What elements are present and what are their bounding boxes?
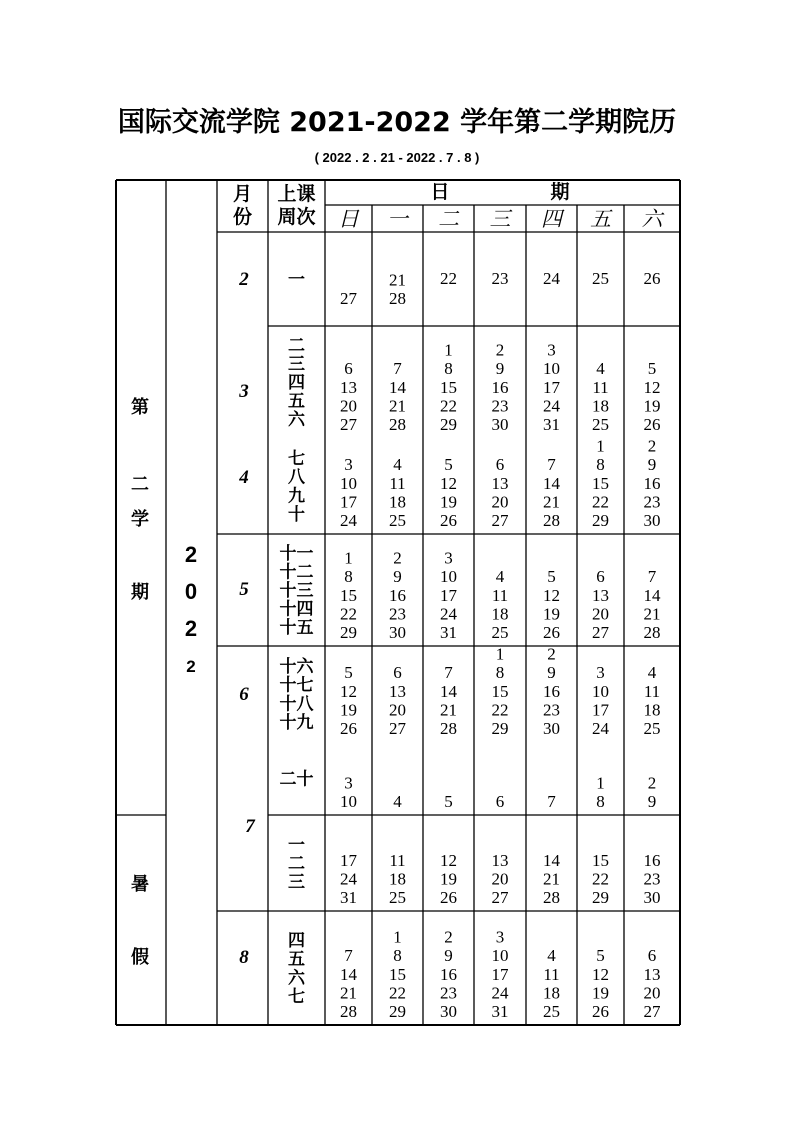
day-number: 14 (643, 585, 661, 605)
week-number: 十 (288, 504, 305, 525)
day-number: 31 (491, 1002, 509, 1021)
week-number: 三 (288, 872, 305, 893)
day-number: 24 (491, 983, 509, 1003)
day-number: 25 (491, 623, 509, 642)
day-number: 22 (592, 492, 609, 512)
day-number: 16 (440, 964, 457, 984)
day-number: 16 (543, 681, 560, 701)
day-number: 27 (340, 289, 357, 308)
day-number: 28 (543, 511, 560, 530)
day-number: 5 (444, 455, 453, 475)
day-number: 27 (592, 623, 609, 642)
day-number: 26 (592, 1002, 609, 1021)
day-number: 24 (340, 869, 357, 889)
day-number: 5 (596, 946, 605, 966)
day-number: 19 (440, 869, 457, 889)
week-header-label: 周次 (277, 206, 316, 228)
day-number: 30 (543, 719, 560, 738)
day-number: 21 (643, 604, 661, 624)
year-label-char: 2 (186, 657, 196, 676)
week-number: 十三 (279, 581, 314, 601)
date-range: ( 2022 . 2 . 21 - 2022 . 7 . 8 ) (314, 150, 480, 165)
day-number: 8 (344, 567, 353, 587)
term-label-char: 假 (131, 947, 149, 968)
day-number: 25 (592, 415, 609, 434)
day-number: 11 (592, 377, 609, 397)
day-number: 12 (592, 964, 609, 984)
day-number: 25 (543, 1002, 560, 1021)
day-number: 12 (440, 473, 457, 493)
day-number: 12 (543, 585, 560, 605)
day-number: 9 (393, 567, 402, 587)
day-number: 3 (444, 548, 453, 568)
day-number: 15 (491, 681, 509, 701)
day-number: 17 (491, 964, 509, 984)
day-number: 24 (440, 604, 457, 624)
day-number: 21 (543, 869, 560, 889)
day-number: 28 (340, 1002, 357, 1021)
day-number: 23 (440, 983, 457, 1003)
day-number: 29 (389, 1002, 406, 1021)
day-number: 18 (543, 983, 560, 1003)
day-number: 5 (647, 359, 657, 379)
day-number: 26 (643, 269, 661, 288)
week-number: 七 (288, 449, 305, 470)
day-number: 25 (643, 719, 661, 738)
day-number: 3 (344, 773, 353, 793)
day-number: 25 (592, 269, 609, 288)
day-number: 9 (444, 946, 453, 966)
day-number: 13 (643, 964, 661, 984)
week-number: 十五 (279, 618, 314, 639)
day-number: 4 (547, 946, 556, 966)
day-number: 26 (440, 511, 457, 530)
day-number: 25 (389, 511, 406, 530)
day-number: 12 (340, 681, 357, 701)
day-number: 17 (340, 492, 357, 512)
week-number: 十四 (279, 599, 314, 620)
day-number: 31 (440, 623, 457, 642)
day-number: 21 (543, 492, 560, 512)
day-number: 13 (389, 681, 406, 701)
weekday-header: 二 (438, 207, 459, 231)
term-label-char: 期 (131, 582, 149, 603)
day-number: 8 (444, 359, 453, 379)
weekday-header: 六 (641, 207, 663, 231)
day-number: 3 (547, 340, 556, 360)
month-header-label: 份 (232, 206, 253, 228)
day-number: 17 (440, 585, 457, 605)
day-number: 22 (340, 604, 357, 624)
day-number: 11 (389, 850, 406, 870)
day-number: 10 (592, 681, 609, 701)
day-number: 22 (440, 269, 457, 288)
week-number: 七 (288, 986, 305, 1007)
day-number: 5 (444, 792, 453, 811)
day-number: 9 (547, 663, 556, 683)
week-number: 十八 (279, 694, 314, 715)
day-number: 8 (596, 792, 605, 811)
day-number: 16 (643, 473, 661, 493)
weekday-header: 一 (387, 207, 408, 231)
week-number: 十九 (279, 712, 314, 733)
day-number: 20 (340, 396, 357, 416)
day-number: 25 (389, 888, 406, 907)
day-number: 1 (393, 927, 402, 947)
term-label-char: 暑 (131, 874, 149, 895)
day-number: 2 (547, 644, 556, 664)
day-number: 23 (543, 700, 560, 720)
day-number: 14 (543, 473, 560, 493)
day-number: 20 (389, 700, 406, 720)
day-number: 29 (592, 888, 609, 907)
day-number: 4 (495, 567, 505, 587)
week-header-label: 上课 (277, 183, 316, 205)
week-number: 十七 (279, 675, 314, 696)
day-number: 21 (440, 700, 457, 720)
week-number: 二 (288, 335, 305, 356)
day-number: 27 (491, 511, 509, 530)
day-number: 28 (389, 289, 406, 308)
weekday-header: 五 (590, 207, 611, 231)
day-number: 8 (596, 455, 605, 475)
day-number: 20 (491, 869, 509, 889)
day-number: 14 (440, 681, 457, 701)
day-number: 2 (495, 340, 505, 360)
day-number: 31 (543, 415, 560, 434)
day-number: 6 (495, 455, 505, 475)
day-number: 19 (340, 700, 357, 720)
day-number: 22 (491, 700, 509, 720)
day-number: 1 (596, 436, 605, 456)
day-number: 13 (340, 377, 357, 397)
day-number: 29 (340, 623, 357, 642)
day-number: 22 (440, 396, 457, 416)
day-number: 19 (643, 396, 661, 416)
day-number: 31 (340, 888, 357, 907)
term-label-char: 第 (131, 397, 149, 418)
day-number: 22 (592, 869, 609, 889)
day-number: 4 (647, 663, 657, 683)
month-label: 7 (245, 816, 255, 837)
day-number: 29 (440, 415, 457, 434)
day-number: 2 (393, 548, 402, 568)
day-number: 24 (543, 396, 560, 416)
day-number: 10 (340, 792, 357, 811)
day-number: 10 (491, 946, 509, 966)
day-number: 9 (647, 792, 657, 811)
week-number: 六 (288, 410, 305, 431)
day-number: 16 (643, 850, 661, 870)
weekday-header: 日 (338, 207, 359, 231)
day-number: 30 (643, 888, 661, 907)
day-number: 11 (389, 473, 406, 493)
day-number: 20 (643, 983, 661, 1003)
day-number: 28 (643, 623, 661, 642)
day-number: 7 (547, 455, 556, 475)
day-number: 3 (495, 927, 505, 947)
day-number: 19 (543, 604, 560, 624)
day-number: 11 (543, 964, 560, 984)
month-label: 2 (239, 269, 249, 290)
day-number: 23 (643, 492, 661, 512)
day-number: 11 (643, 681, 661, 701)
day-number: 24 (592, 719, 609, 738)
date-header-label: 期 (550, 181, 570, 203)
day-number: 21 (389, 396, 406, 416)
week-number: 十二 (279, 562, 314, 583)
day-number: 24 (340, 511, 357, 530)
day-number: 22 (389, 983, 406, 1003)
day-number: 13 (491, 850, 509, 870)
week-number: 一 (288, 270, 305, 290)
week-number: 六 (288, 968, 305, 989)
day-number: 29 (592, 511, 609, 530)
day-number: 5 (547, 567, 556, 587)
day-number: 20 (592, 604, 609, 624)
year-label-char: 2 (184, 542, 198, 567)
day-number: 1 (444, 340, 453, 360)
day-number: 15 (592, 473, 609, 493)
day-number: 28 (543, 888, 560, 907)
week-number: 二十 (279, 769, 314, 790)
weekday-header: 三 (489, 207, 511, 231)
day-number: 8 (393, 946, 402, 966)
week-number: 四 (288, 931, 305, 952)
week-number: 五 (288, 391, 305, 412)
day-number: 6 (495, 792, 505, 811)
day-number: 7 (393, 359, 402, 379)
day-number: 5 (344, 663, 353, 683)
day-number: 4 (393, 792, 402, 811)
day-number: 30 (389, 623, 406, 642)
day-number: 14 (340, 964, 357, 984)
day-number: 23 (643, 869, 661, 889)
day-number: 4 (393, 455, 402, 475)
day-number: 1 (596, 773, 605, 793)
month-header-label: 月 (232, 183, 253, 205)
day-number: 1 (495, 644, 505, 664)
day-number: 1 (344, 548, 353, 568)
day-number: 13 (491, 473, 509, 493)
day-number: 3 (596, 663, 605, 683)
day-number: 13 (592, 585, 609, 605)
day-number: 14 (389, 377, 406, 397)
day-number: 26 (543, 623, 560, 642)
week-number: 九 (288, 486, 305, 507)
day-number: 3 (344, 455, 353, 475)
day-number: 14 (543, 850, 560, 870)
day-number: 30 (440, 1002, 457, 1021)
day-number: 18 (592, 396, 609, 416)
month-label: 8 (239, 947, 249, 968)
day-number: 26 (340, 719, 357, 738)
day-number: 7 (444, 663, 453, 683)
week-number: 八 (288, 467, 305, 488)
day-number: 27 (389, 719, 406, 738)
day-number: 12 (440, 850, 457, 870)
day-number: 12 (643, 377, 661, 397)
day-number: 10 (440, 567, 457, 587)
day-number: 15 (592, 850, 609, 870)
day-number: 17 (543, 377, 560, 397)
day-number: 27 (491, 888, 509, 907)
day-number: 6 (596, 567, 605, 587)
day-number: 26 (440, 888, 457, 907)
week-number: 二 (288, 854, 305, 874)
day-number: 6 (647, 946, 657, 966)
day-number: 8 (495, 663, 505, 683)
day-number: 27 (340, 415, 357, 434)
month-label: 6 (239, 684, 249, 705)
day-number: 11 (491, 585, 509, 605)
page-title: 国际交流学院 2021-2022 学年第二学期院历 (117, 107, 677, 138)
year-label-char: 2 (184, 616, 198, 641)
day-number: 15 (389, 964, 406, 984)
day-number: 29 (491, 719, 509, 738)
term-label-char: 二 (131, 474, 149, 495)
day-number: 18 (491, 604, 509, 624)
day-number: 18 (389, 492, 406, 512)
year-label-char: 0 (184, 579, 198, 604)
day-number: 10 (340, 473, 357, 493)
weekday-header: 四 (541, 207, 562, 231)
day-number: 15 (340, 585, 357, 605)
day-number: 20 (491, 492, 509, 512)
week-number: 四 (288, 373, 305, 393)
day-number: 16 (491, 377, 509, 397)
day-number: 30 (491, 415, 509, 434)
day-number: 7 (547, 792, 556, 811)
day-number: 17 (592, 700, 609, 720)
day-number: 18 (643, 700, 661, 720)
day-number: 7 (344, 946, 353, 966)
week-number: 五 (288, 949, 305, 970)
day-number: 9 (495, 359, 505, 379)
day-number: 27 (643, 1002, 661, 1021)
week-number: 十六 (279, 657, 314, 678)
day-number: 4 (596, 359, 605, 379)
day-number: 21 (340, 983, 357, 1003)
day-number: 9 (647, 455, 657, 475)
month-label: 4 (239, 467, 249, 488)
day-number: 23 (491, 269, 509, 288)
day-number: 6 (393, 663, 402, 683)
day-number: 15 (440, 377, 457, 397)
day-number: 19 (592, 983, 609, 1003)
day-number: 2 (647, 773, 657, 793)
day-number: 23 (491, 396, 509, 416)
week-number: 十一 (279, 543, 314, 564)
day-number: 18 (389, 869, 406, 889)
day-number: 19 (440, 492, 457, 512)
day-number: 26 (643, 415, 661, 434)
month-label: 3 (239, 381, 249, 402)
week-number: 三 (288, 354, 305, 375)
day-number: 30 (643, 511, 661, 530)
day-number: 2 (444, 927, 453, 947)
day-number: 16 (389, 585, 406, 605)
day-number: 7 (647, 567, 657, 587)
month-label: 5 (239, 579, 249, 600)
day-number: 17 (340, 850, 357, 870)
date-header-label: 日 (430, 181, 450, 203)
day-number: 24 (543, 269, 560, 288)
day-number: 21 (389, 270, 406, 290)
week-number: 一 (288, 835, 305, 856)
day-number: 6 (344, 359, 353, 379)
day-number: 28 (440, 719, 457, 738)
day-number: 10 (543, 359, 560, 379)
day-number: 23 (389, 604, 406, 624)
day-number: 28 (389, 415, 406, 434)
day-number: 2 (647, 436, 657, 456)
term-label-char: 学 (131, 509, 149, 530)
